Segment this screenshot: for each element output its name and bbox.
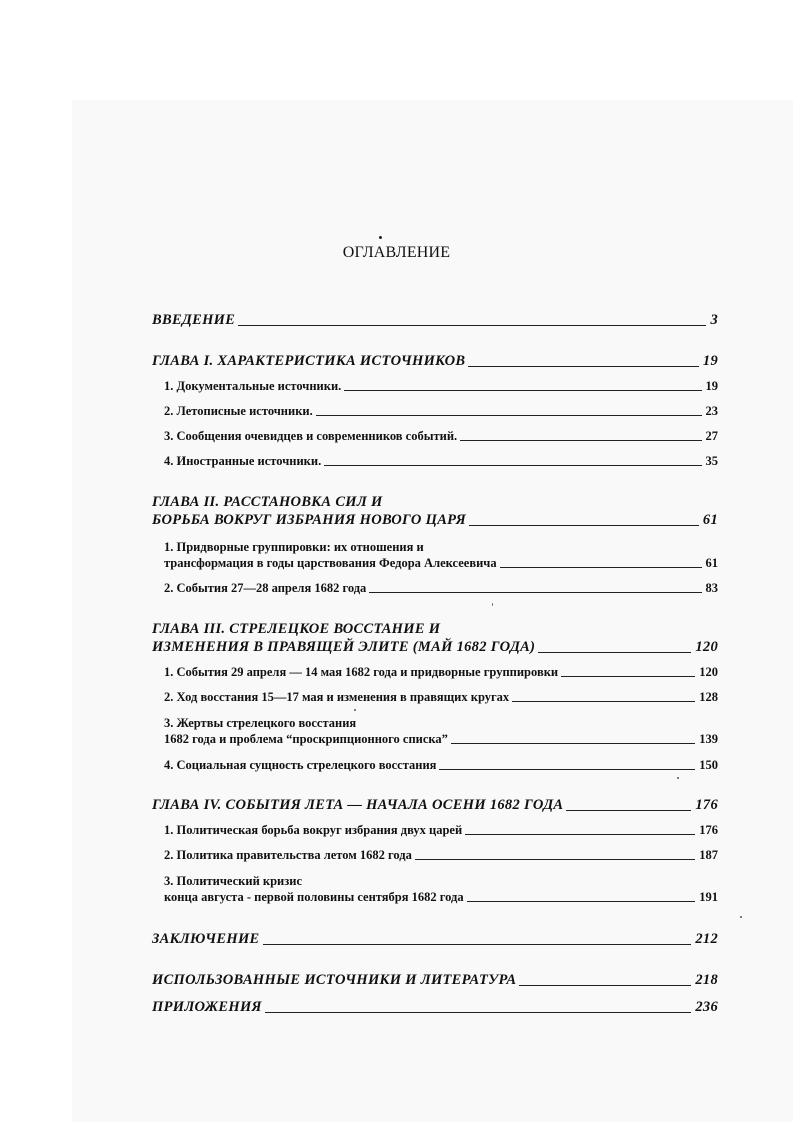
entry-title: трансформация в годы царствования Федора Алексеевича bbox=[164, 556, 497, 570]
toc-entry-section-3-4[interactable] bbox=[164, 758, 718, 773]
page-number: 128 bbox=[699, 690, 718, 704]
toc-entry-chapter-3[interactable] bbox=[152, 639, 718, 656]
toc-entry-section-1-1[interactable] bbox=[164, 379, 718, 394]
toc-entry-section-4-3-line1: 3. Политический кризис bbox=[164, 874, 303, 888]
page-number: 191 bbox=[699, 890, 718, 904]
dot-leader bbox=[500, 567, 702, 568]
entry-title: 1682 года и проблема “проскрипционного списка” bbox=[164, 732, 448, 746]
page-number: 218 bbox=[695, 972, 718, 988]
page-number: 23 bbox=[705, 404, 718, 418]
toc-entry-sources[interactable] bbox=[152, 972, 718, 989]
entry-title: ПРИЛОЖЕНИЯ bbox=[152, 999, 262, 1015]
toc-entry-chapter-1[interactable] bbox=[152, 353, 718, 370]
page-number: 19 bbox=[705, 379, 718, 393]
page-title: ОГЛАВЛЕНИЕ bbox=[342, 244, 451, 261]
entry-title: ЗАКЛЮЧЕНИЕ bbox=[152, 931, 260, 947]
toc-entry-section-3-3[interactable] bbox=[164, 732, 718, 747]
toc-entry-section-2-2[interactable] bbox=[164, 581, 718, 596]
toc-entry-section-1-4[interactable] bbox=[164, 454, 718, 469]
entry-title: ВВЕДЕНИЕ bbox=[152, 312, 236, 328]
page-number: 176 bbox=[699, 823, 718, 837]
entry-title: 2. События 27—28 апреля 1682 года bbox=[164, 581, 367, 595]
entry-title: ГЛАВА IV. СОБЫТИЯ ЛЕТА — НАЧАЛА ОСЕНИ 1682 ГОДА bbox=[152, 797, 564, 813]
dot-leader bbox=[561, 676, 695, 677]
toc-entry-chapter-2[interactable] bbox=[152, 512, 718, 529]
dot-leader bbox=[566, 810, 691, 811]
entry-title: 1. События 29 апреля — 14 мая 1682 года и придворные группировки bbox=[164, 665, 559, 679]
toc-entry-chapter-4[interactable] bbox=[152, 797, 718, 814]
dot-leader bbox=[512, 701, 695, 702]
page-number: 61 bbox=[702, 512, 718, 528]
dot-leader bbox=[439, 769, 695, 770]
toc-entry-introduction[interactable] bbox=[152, 312, 718, 329]
toc-entry-section-3-3-line1: 3. Жертвы стрелецкого восстания bbox=[164, 716, 357, 730]
dot-leader bbox=[465, 834, 695, 835]
page-number: 176 bbox=[695, 797, 718, 813]
entry-title: БОРЬБА ВОКРУГ ИЗБРАНИЯ НОВОГО ЦАРЯ bbox=[152, 512, 467, 528]
page-number: 19 bbox=[702, 353, 718, 369]
toc-entry-section-1-2[interactable] bbox=[164, 404, 718, 419]
dot-leader bbox=[460, 440, 701, 441]
toc-entry-section-4-2[interactable] bbox=[164, 848, 718, 863]
toc-entry-appendices[interactable] bbox=[152, 999, 718, 1016]
entry-title: ИЗМЕНЕНИЯ В ПРАВЯЩЕЙ ЭЛИТЕ (МАЙ 1682 ГОДА) bbox=[152, 639, 536, 655]
toc-entry-section-3-2[interactable] bbox=[164, 690, 718, 705]
dot-leader bbox=[316, 415, 702, 416]
entry-title: 3. Сообщения очевидцев и современников событий. bbox=[164, 429, 458, 443]
dot-leader bbox=[538, 652, 691, 653]
dot-leader bbox=[344, 390, 701, 391]
page-number: 236 bbox=[695, 999, 718, 1015]
entry-title: 4. Социальная сущность стрелецкого восстания bbox=[164, 758, 437, 772]
dot-leader bbox=[265, 1012, 692, 1013]
entry-title: конца августа - первой половины сентября 1682 года bbox=[164, 890, 464, 904]
entry-title: 1. Политическая борьба вокруг избрания двух царей bbox=[164, 823, 463, 837]
toc-entry-section-2-1-line1: 1. Придворные группировки: их отношения и bbox=[164, 540, 424, 554]
page-number: 120 bbox=[699, 665, 718, 679]
toc-entry-chapter-2-line1: ГЛАВА II. РАССТАНОВКА СИЛ И bbox=[152, 494, 383, 510]
dot-leader bbox=[519, 985, 691, 986]
dot-leader bbox=[467, 901, 696, 902]
dot-leader bbox=[263, 944, 692, 945]
page-number: 139 bbox=[699, 732, 718, 746]
page-number: 3 bbox=[710, 312, 718, 328]
dot-leader bbox=[469, 525, 699, 526]
page-number: 150 bbox=[699, 758, 718, 772]
dot-leader bbox=[415, 859, 695, 860]
toc-entry-conclusion[interactable] bbox=[152, 931, 718, 948]
dot-leader bbox=[451, 743, 695, 744]
page-number: 27 bbox=[705, 429, 718, 443]
dot-leader bbox=[238, 325, 706, 326]
dot-leader bbox=[369, 592, 701, 593]
toc-entry-section-3-1[interactable] bbox=[164, 665, 718, 680]
scan-speck bbox=[677, 777, 679, 779]
entry-title: ИСПОЛЬЗОВАННЫЕ ИСТОЧНИКИ И ЛИТЕРАТУРА bbox=[152, 972, 517, 988]
entry-title: 1. Документальные источники. bbox=[164, 379, 342, 393]
scan-speck bbox=[740, 916, 742, 918]
page-number: 187 bbox=[699, 848, 718, 862]
entry-title: ГЛАВА I. ХАРАКТЕРИСТИКА ИСТОЧНИКОВ bbox=[152, 353, 466, 369]
entry-title: 4. Иностранные источники. bbox=[164, 454, 322, 468]
toc-entry-section-4-1[interactable] bbox=[164, 823, 718, 838]
entry-title: 2. Политика правительства летом 1682 года bbox=[164, 848, 412, 862]
dot-leader bbox=[324, 465, 701, 466]
scan-speck bbox=[379, 236, 382, 239]
page-number: 120 bbox=[695, 639, 718, 655]
toc-entry-section-4-3[interactable] bbox=[164, 890, 718, 905]
page-number: 35 bbox=[705, 454, 718, 468]
page-number: 83 bbox=[705, 581, 718, 595]
toc-entry-section-2-1[interactable] bbox=[164, 556, 718, 571]
page-number: 212 bbox=[695, 931, 718, 947]
dot-leader bbox=[468, 366, 699, 367]
scan-speck bbox=[354, 709, 356, 711]
scan-speck bbox=[492, 603, 493, 606]
toc-entry-section-1-3[interactable] bbox=[164, 429, 718, 444]
toc-entry-chapter-3-line1: ГЛАВА III. СТРЕЛЕЦКОЕ ВОССТАНИЕ И bbox=[152, 621, 441, 637]
page-number: 61 bbox=[705, 556, 718, 570]
entry-title: 2. Летописные источники. bbox=[164, 404, 313, 418]
entry-title: 2. Ход восстания 15—17 мая и изменения в правящих кругах bbox=[164, 690, 510, 704]
